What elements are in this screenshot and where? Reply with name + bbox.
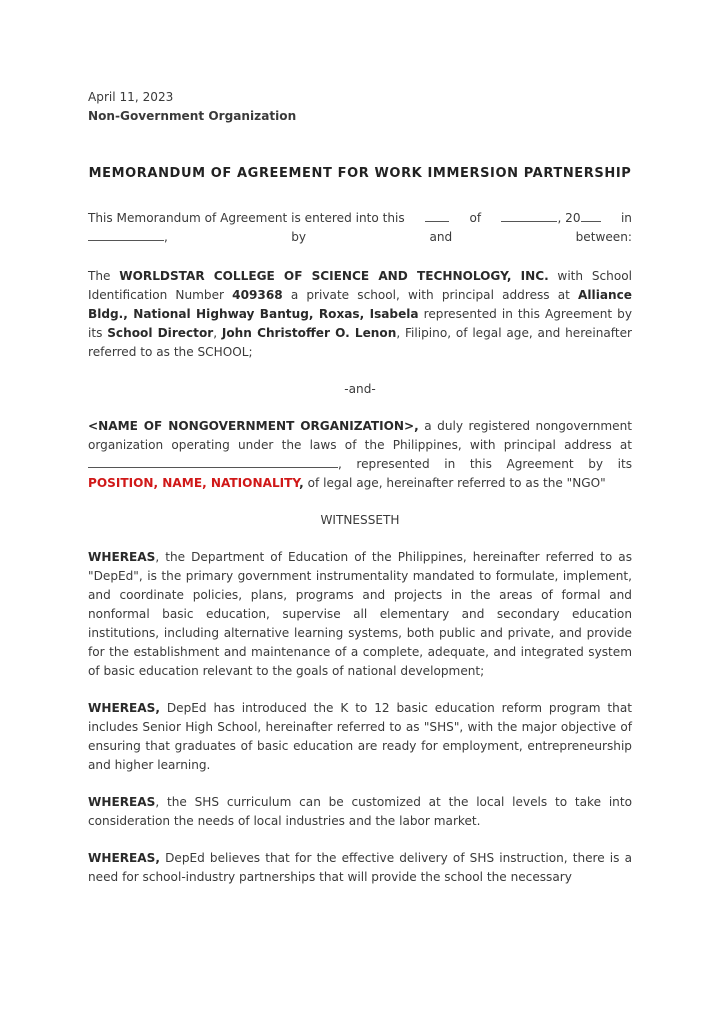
ngo-paragraph: <NAME OF NONGOVERNMENT ORGANIZATION>, a duly registered nongovernment organization operating under the laws of the Philippines, with principal address at , represented in this Agreement by its POSITION, NAME, NATIONALITY, of legal age, hereinafter referred to as the "NGO" <box>88 419 632 490</box>
whereas-clause: WHEREAS, DepEd believes that for the effective delivery of SHS instruction, there is a need for school-industry partnerships that will provide the school the necessary <box>88 851 632 884</box>
intro-by: by <box>291 230 307 244</box>
and-separator: -and- <box>344 382 376 396</box>
intro-line-2 <box>88 228 632 247</box>
intro-and: and <box>429 230 453 244</box>
intro-comma: , <box>164 230 168 244</box>
school-id: 409368 <box>232 288 283 302</box>
month-blank <box>501 209 557 222</box>
school-paragraph: The WORLDSTAR COLLEGE OF SCIENCE AND TECHNOLOGY, INC. with School Identification Number 409368 a private school, with principal address at Alliance Bldg., National Highway Bantug, Roxas, Isabela represented in this Agreement by its School Director, John Christoffer O. Lenon, Filipino, of legal age, and hereinafter referred to as the SCHOOL; <box>88 269 633 359</box>
whereas-clause: WHEREAS, DepEd has introduced the K to 12 basic education reform program that includes Senior High School, hereinafter referred to as "SHS", with the major objective of ensuring that graduates of basic education are ready for employment, entrepreneurship and higher learning. <box>88 701 632 772</box>
organization-type: Non-Government Organization <box>88 109 297 123</box>
school-name: WORLDSTAR COLLEGE OF SCIENCE AND TECHNOLOGY, INC. <box>119 269 549 283</box>
whereas-clause: WHEREAS, the Department of Education of the Philippines, hereinafter referred to as "DepEd", is the primary government instrumentality mandated to formulate, implement, and coordinate policies, plans, programs and projects in the areas of formal and nonformal basic education, supervise all elementary and secondary education institutions, including alternative learning systems, both public and private, and provide for the establishment and maintenance of a complete, adequate, and integrated system of basic education relevant to the goals of national development; <box>88 550 632 678</box>
school-address: Alliance Bldg., National Highway Bantug, Roxas, Isabela <box>88 288 632 321</box>
director-name: John Christoffer O. Lenon <box>221 326 397 340</box>
intro-of: of <box>469 211 482 225</box>
representative-placeholder: POSITION, NAME, NATIONALITY <box>88 476 300 490</box>
place-blank <box>88 228 164 241</box>
whereas-clause: WHEREAS, the SHS curriculum can be customized at the local levels to take into consideration the needs of local industries and the labor market. <box>88 795 632 828</box>
witnesseth-heading: WITNESSETH <box>320 513 400 527</box>
intro-text: This Memorandum of Agreement is entered into this <box>88 211 405 225</box>
director-position: School Director <box>107 326 214 340</box>
intro-year-prefix: , 20 <box>557 211 581 225</box>
intro-in: in <box>620 211 632 225</box>
day-blank <box>425 209 449 222</box>
year-blank <box>581 209 601 222</box>
intro-paragraph <box>88 209 632 247</box>
intro-between: between: <box>575 230 632 244</box>
ngo-name-placeholder: <NAME OF NONGOVERNMENT ORGANIZATION>, <box>88 419 419 433</box>
document-date: April 11, 2023 <box>88 90 174 104</box>
document-title: MEMORANDUM OF AGREEMENT FOR WORK IMMERSION PARTNERSHIP <box>88 166 632 181</box>
ngo-address-blank <box>88 455 338 468</box>
intro-line-1 <box>88 209 632 228</box>
